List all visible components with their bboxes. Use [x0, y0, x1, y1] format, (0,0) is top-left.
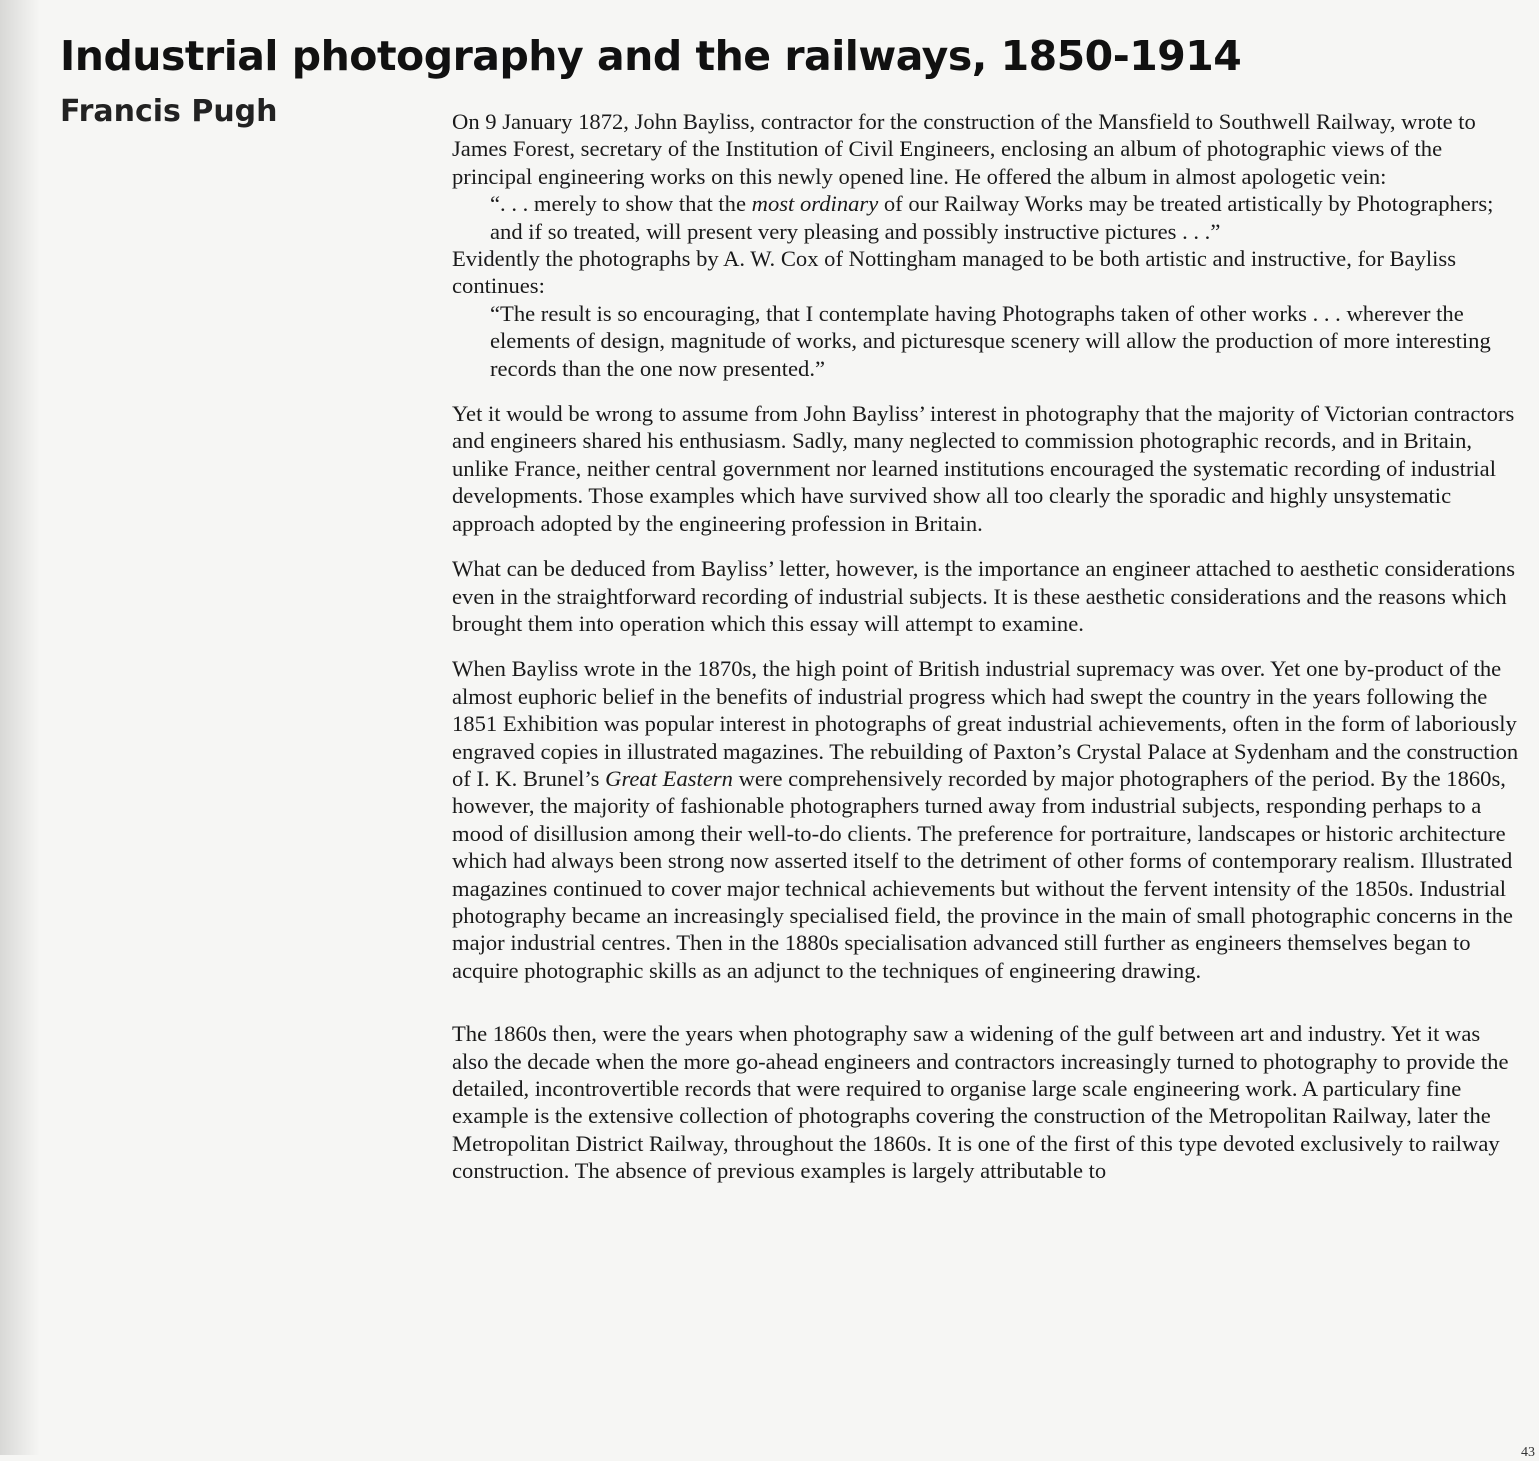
quote-1-emphasis: most ordinary	[751, 191, 879, 217]
paragraph-4: What can be deduced from Bayliss’ letter, however, is the importance an engineer attached to aesthetic considerations even in the straightforward recording of industrial subjects. It is these aesthetic considerations and the reasons which brought them into operation which this essay will attempt to examine.	[452, 556, 1516, 636]
paragraph-5-text: When Bayliss wrote in the 1870s, the high point of British industrial supremacy was over. Yet one by-product of the almost euphoric belief in the benefits of industrial progress which had swept the country in the years following the 1851 Exhibition was popular interest in photographs of great industrial achievements, often in the form of laboriously engraved copies in illustrated magazines. The rebuilding of Paxton’s Crystal Palace at Sydenham and the construction of I. K. Brunel’s	[452, 656, 1519, 791]
page-gutter-shadow	[0, 0, 40, 1455]
paragraph-3: Yet it would be wrong to assume from John Bayliss’ interest in photography that the majority of Victorian contractors and engineers shared his enthusiasm. Sadly, many neglected to commission photographic records, and in Britain, unlike France, neither central government nor learned institutions encouraged the systematic recording of industrial developments. Those examples which have survived show all too clearly the sporadic and highly unsystematic approach adopted by the engineering profession in Britain.	[452, 401, 1515, 536]
quote-1-text: “. . . merely to show that the	[490, 191, 752, 217]
quote-2: “The result is so encouraging, that I contemplate having Photographs taken of other works . . . wherever the elements of design, magnitude of works, and picturesque scenery will allow the production of more interesting records than the one now presented.”	[490, 300, 1491, 381]
article-body	[452, 108, 1522, 1203]
quote-1-text-cont: of our Railway Works may be treated artistically by Photographers; and if so treated, will present very pleasing and possibly instructive pictures . . .”	[490, 191, 1494, 244]
paragraph-1: On 9 January 1872, John Bayliss, contractor for the construction of the Mansfield to Southwell Railway, wrote to James Forest, secretary of the Institution of Civil Engineers, enclosing an album of photographic views of the principal engineering works on this newly opened line. He offered the album in almost apologetic vein:	[452, 109, 1476, 189]
page-title: Industrial photography and the railways, 1850-1914	[60, 32, 1242, 80]
paragraph-5-text-cont: were comprehensively recorded by major photographers of the period. By the 1860s, however, the majority of fashionable photographers turned away from industrial subjects, responding perhaps to a mood of disillusion among their well-to-do clients. The preference for portraiture, landscapes or historic architecture which had always been strong now asserted itself to the detriment of other forms of contemporary realism. Illustrated magazines continued to cover major technical achievements but without the fervent intensity of the 1850s. Industrial photography became an increasingly specialised field, the province in the main of small photographic concerns in the major industrial centres. Then in the 1880s specialisation advanced still further as engineers themselves began to acquire photographic skills as an adjunct to the techniques of engineering drawing.	[452, 765, 1513, 983]
paragraph-5	[452, 655, 1522, 984]
paragraph-6: The 1860s then, were the years when photography saw a widening of the gulf between art and industry. Yet it was also the decade when the more go-ahead engineers and contractors increasingly turned to photography to provide the detailed, incontrovertible records that were required to organise large scale engineering work. A particulary fine example is the extensive collection of photographs covering the construction of the Metropolitan Railway, later the Metropolitan District Railway, throughout the 1860s. It is one of the first of this type devoted exclusively to railway construction. The absence of previous examples is largely attributable to	[452, 1021, 1509, 1184]
page-number: 43	[1521, 1445, 1535, 1460]
paragraph-2: Evidently the photographs by A. W. Cox of Nottingham managed to be both artistic and instructive, for Bayliss continues:	[452, 246, 1457, 299]
author-name: Francis Pugh	[60, 94, 278, 129]
quote-1	[490, 190, 1522, 245]
ship-name: Great Eastern	[605, 765, 733, 791]
